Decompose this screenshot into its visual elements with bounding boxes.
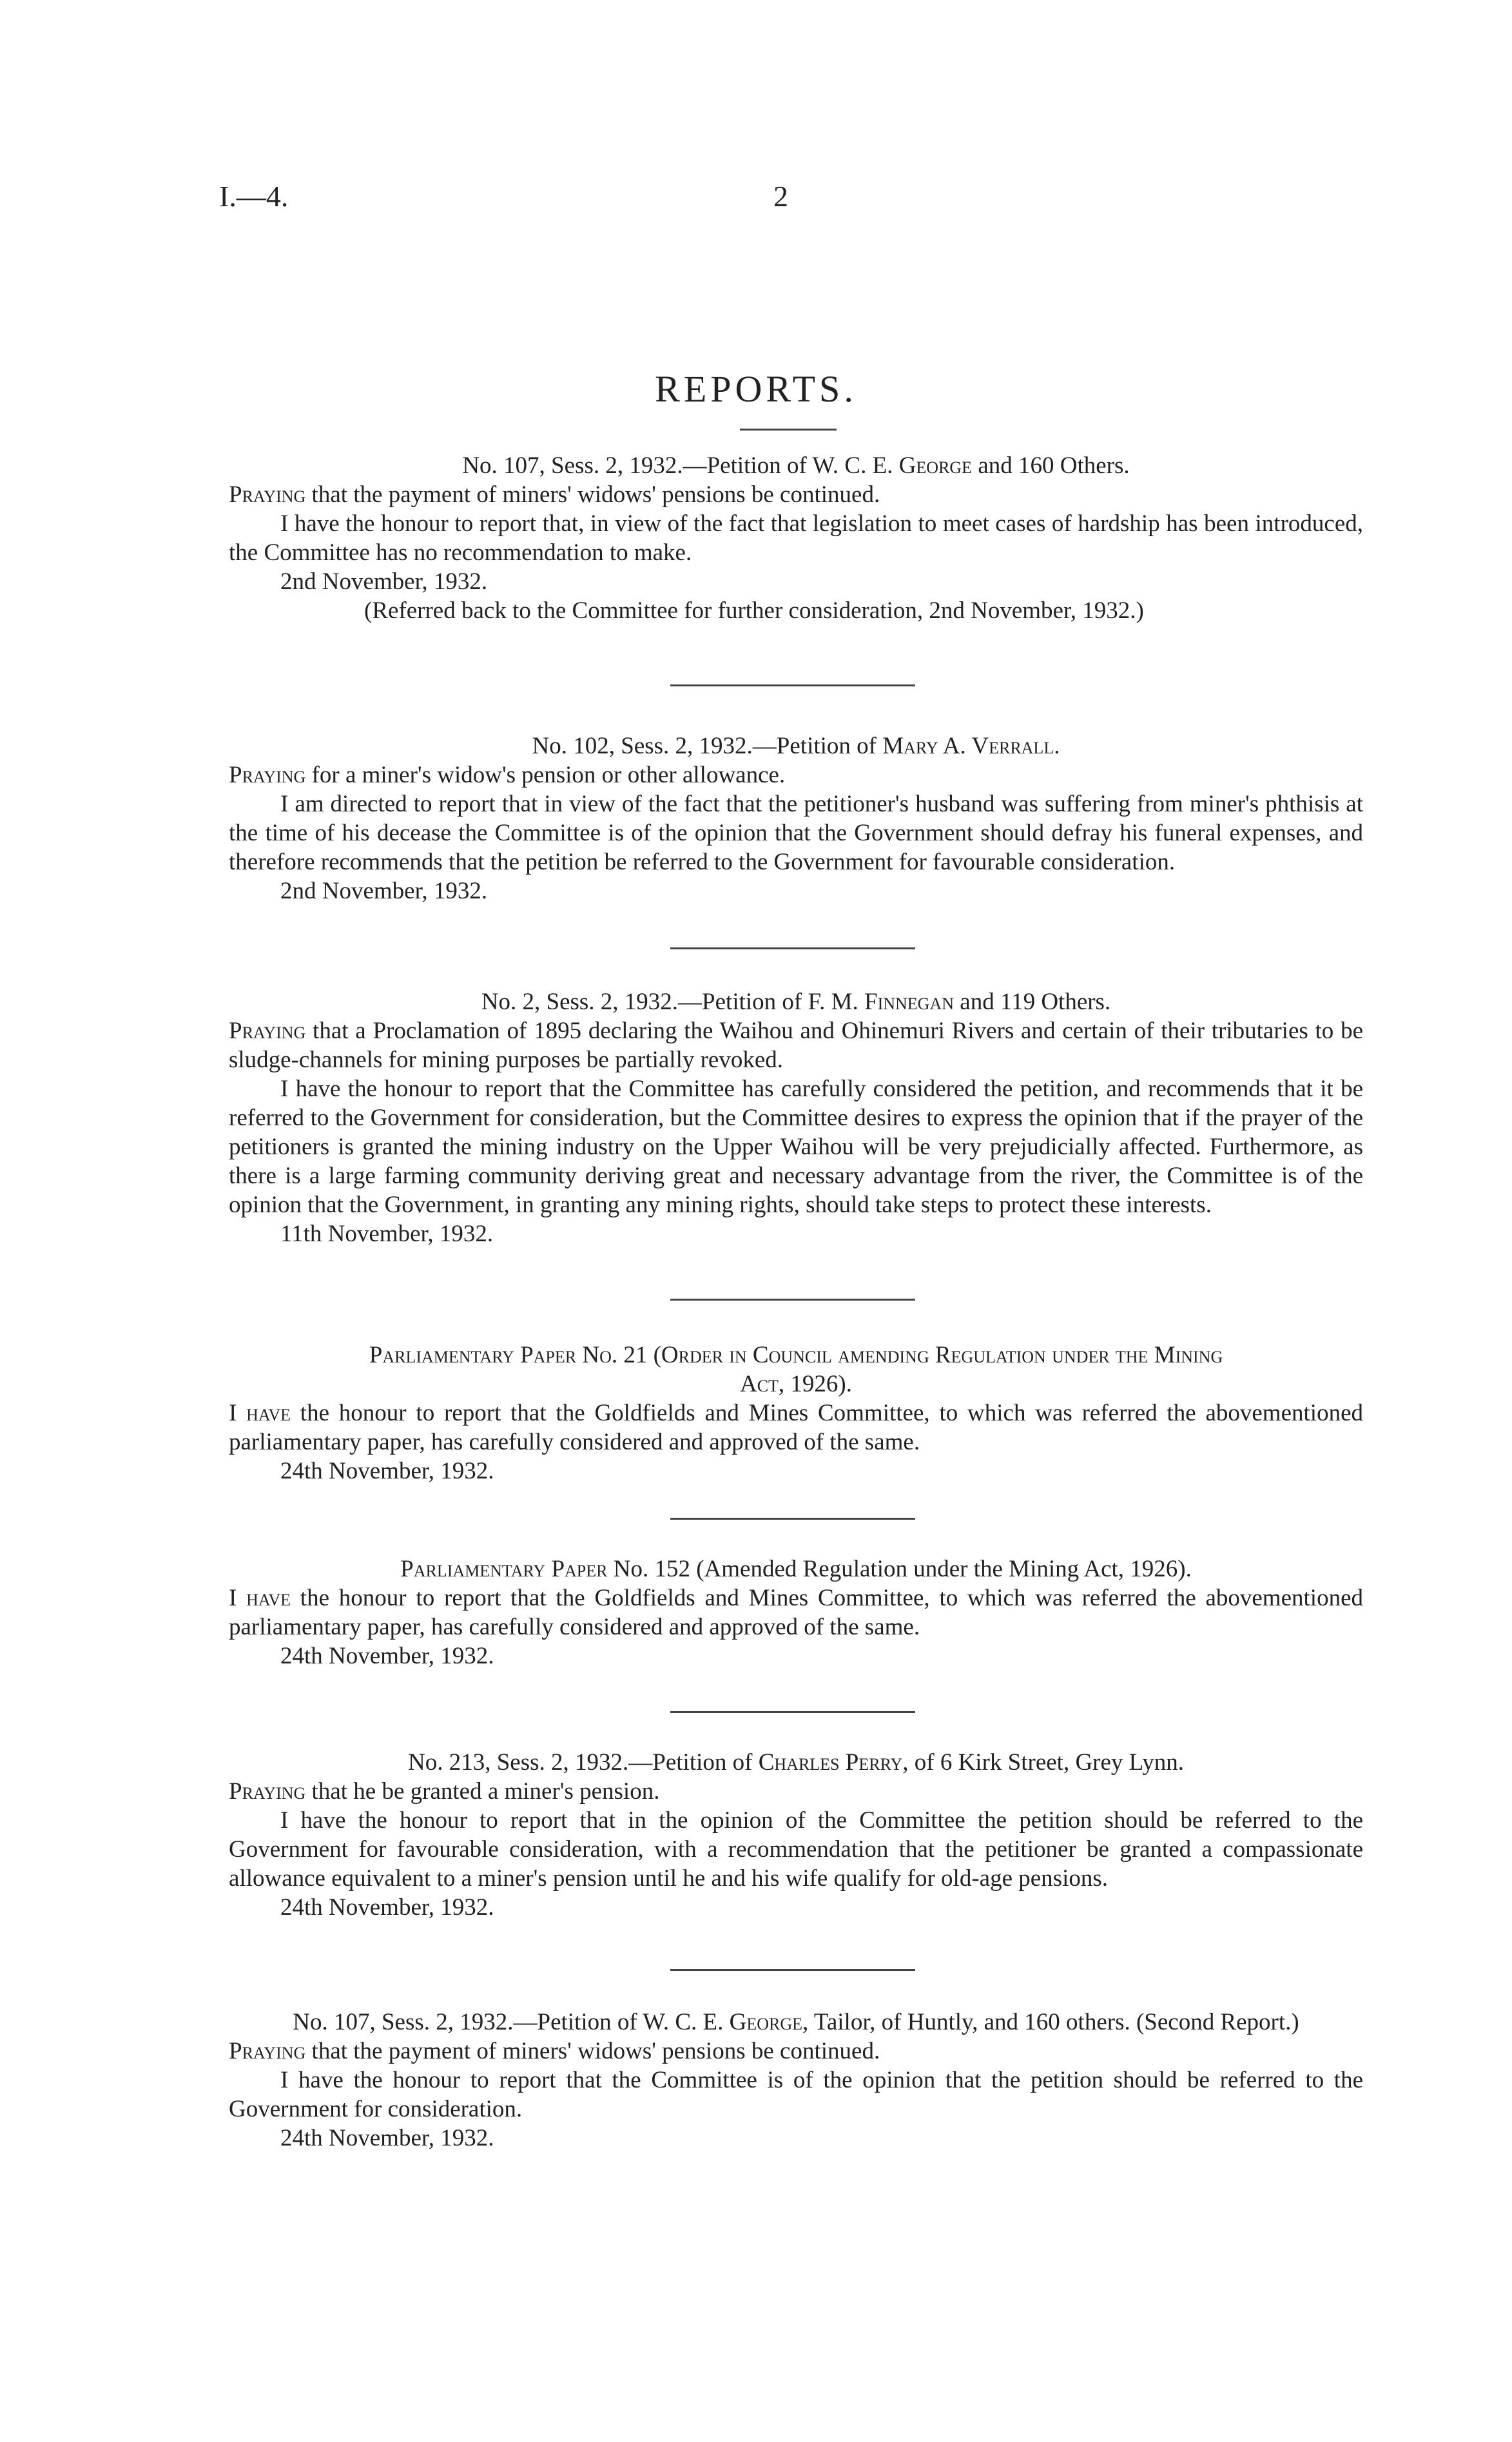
report-1 bbox=[229, 451, 1363, 625]
section-rule bbox=[670, 1711, 915, 1713]
document-series: I.—4. bbox=[219, 180, 289, 213]
report-body: I have the honour to report that in the opinion of the Committee the petition should be referred to the Government for favourable consideration, with a recommendation that the petitioner be granted a compassionate allowance equivalent to a miner's pension until he and his wife qualify for old-age pensions. bbox=[229, 1807, 1363, 1892]
section-rule bbox=[670, 947, 915, 949]
section-rule bbox=[670, 1969, 915, 1971]
report-heading: No. 107, Sess. 2, 1932.—Petition of W. C. E. George, Tailor, of Huntly, and 160 others. (Second Report.) bbox=[293, 2009, 1299, 2035]
praying-line: Praying that the payment of miners' widows' pensions be continued. bbox=[229, 481, 880, 508]
report-body: I have the honour to report that the Goldfields and Mines Committee, to which was referred the abovementioned parliamentary paper, has carefully considered and approved of the same. bbox=[229, 1400, 1363, 1455]
report-heading: No. 2, Sess. 2, 1932.—Petition of F. M. Finnegan and 119 Others. bbox=[481, 989, 1111, 1015]
title-rule bbox=[740, 429, 837, 431]
report-date: 24th November, 1932. bbox=[280, 2125, 494, 2151]
page-title: REPORTS. bbox=[655, 368, 857, 410]
section-rule bbox=[670, 684, 915, 686]
report-heading: No. 107, Sess. 2, 1932.—Petition of W. C. E. George and 160 Others. bbox=[462, 452, 1130, 479]
report-note: (Referred back to the Committee for further consideration, 2nd November, 1932.) bbox=[364, 597, 1144, 624]
report-7 bbox=[229, 2008, 1363, 2153]
report-5 bbox=[229, 1555, 1363, 1671]
report-date: 2nd November, 1932. bbox=[280, 878, 488, 904]
report-date: 24th November, 1932. bbox=[280, 1643, 494, 1669]
praying-line: Praying that the payment of miners' widows' pensions be continued. bbox=[229, 2038, 880, 2064]
report-body: I am directed to report that in view of the fact that the petitioner's husband was suffering from miner's phthisis at the time of his decease the Committee is of the opinion that the Government should defray his funeral expenses, and therefore recommends that the petition be referred to the Government for favourable consideration. bbox=[229, 791, 1363, 875]
page-number: 2 bbox=[773, 180, 788, 213]
report-heading: Parliamentary Paper No. 152 (Amended Regulation under the Mining Act, 1926). bbox=[400, 1556, 1192, 1582]
report-date: 24th November, 1932. bbox=[280, 1894, 494, 1921]
report-body: I have the honour to report that the Goldfields and Mines Committee, to which was referred the abovementioned parliamentary paper, has carefully considered and approved of the same. bbox=[229, 1585, 1363, 1640]
report-3 bbox=[229, 987, 1363, 1248]
report-2 bbox=[229, 732, 1363, 906]
report-date: 24th November, 1932. bbox=[280, 1458, 494, 1484]
section-rule bbox=[670, 1518, 915, 1520]
praying-line: Praying that he be granted a miner's pension. bbox=[229, 1778, 660, 1805]
report-body: I have the honour to report that the Committee is of the opinion that the petition should be referred to the Government for consideration. bbox=[229, 2067, 1363, 2122]
praying-line: Praying that a Proclamation of 1895 declaring the Waihou and Ohinemuri Rivers and certain of their tributaries to be sludge-channels for mining purposes be partially revoked. bbox=[229, 1018, 1363, 1073]
report-body: I have the honour to report that, in view of the fact that legislation to meet cases of hardship has been introduced, the Committee has no recommendation to make. bbox=[229, 510, 1363, 566]
report-body: I have the honour to report that the Committee has carefully considered the petition, and recommends that it be referred to the Government for consideration, but the Committee desires to express the opinion that if the prayer of the petitioners is granted the mining industry on the Upper Waihou will be very prejudicially affected. Furthermore, as there is a large farming community deriving great and necessary advantage from the river, the Committee is of the opinion that the Government, in granting any mining rights, should take steps to protect these interests. bbox=[229, 1076, 1363, 1218]
section-rule bbox=[670, 1299, 915, 1301]
report-heading: No. 102, Sess. 2, 1932.—Petition of Mary A. Verrall. bbox=[532, 733, 1060, 759]
report-date: 2nd November, 1932. bbox=[280, 568, 488, 595]
report-4 bbox=[229, 1341, 1363, 1486]
praying-line: Praying for a miner's widow's pension or other allowance. bbox=[229, 762, 786, 788]
report-heading: No. 213, Sess. 2, 1932.—Petition of Charles Perry, of 6 Kirk Street, Grey Lynn. bbox=[408, 1749, 1184, 1776]
report-heading: Parliamentary Paper No. 21 (Order in Council amending Regulation under the Mining Act, 1926). bbox=[369, 1342, 1223, 1397]
report-6 bbox=[229, 1748, 1363, 1922]
report-date: 11th November, 1932. bbox=[280, 1221, 494, 1247]
